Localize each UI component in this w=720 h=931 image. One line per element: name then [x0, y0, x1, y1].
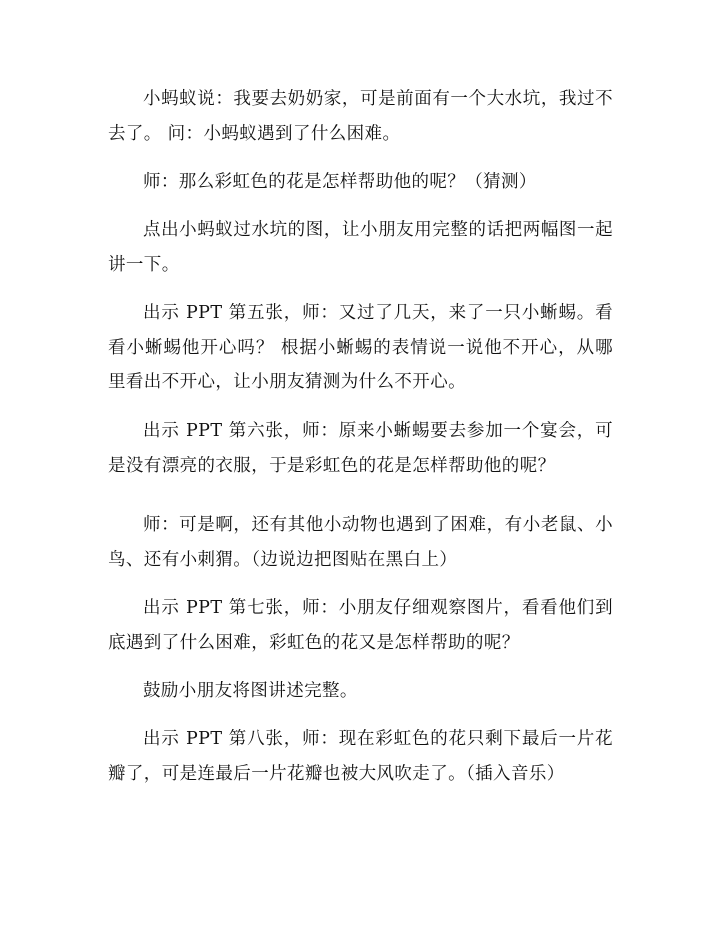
paragraph-little-ant: 小蚂蚁说：我要去奶奶家，可是前面有一个大水坑，我过不去了。 问：小蚂蚁遇到了什么困难。 [108, 89, 613, 144]
paragraph-other-animals: 师：可是啊，还有其他小动物也遇到了困难，有小老鼠、小鸟、还有小刺猬。（边说边把图贴在黑白上） [108, 515, 613, 570]
paragraph-encourage: 鼓励小朋友将图讲述完整。 [143, 681, 358, 701]
paragraph-ppt-eight: 出示 PPT 第八张，师：现在彩虹色的花只剩下最后一片花瓣了，可是连最后一片花瓣也被大风吹走了。（插入音乐） [108, 729, 613, 784]
paragraph-ppt-seven: 出示 PPT 第七张，师：小朋友仔细观察图片，看看他们到底遇到了什么困难，彩虹色的花又是怎样帮助的呢？ [108, 598, 613, 653]
paragraph-ant-crossing: 点出小蚂蚁过水坑的图，让小朋友用完整的话把两幅图一起讲一下。 [108, 220, 613, 275]
paragraph-teacher-question: 师：那么彩虹色的花是怎样帮助他的呢？（猜测） [143, 172, 537, 192]
paragraph-ppt-five: 出示 PPT 第五张，师：又过了几天，来了一只小蜥蜴。看看小蜥蜴他开心吗？ 根据小蜥蜴的表情说一说他不开心，从哪里看出不开心，让小朋友猜测为什么不开心。 [108, 303, 613, 392]
paragraph-ppt-six: 出示 PPT 第六张，师：原来小蜥蜴要去参加一个宴会，可是没有漂亮的衣服，于是彩虹色的花是怎样帮助他的呢？ [108, 421, 613, 476]
